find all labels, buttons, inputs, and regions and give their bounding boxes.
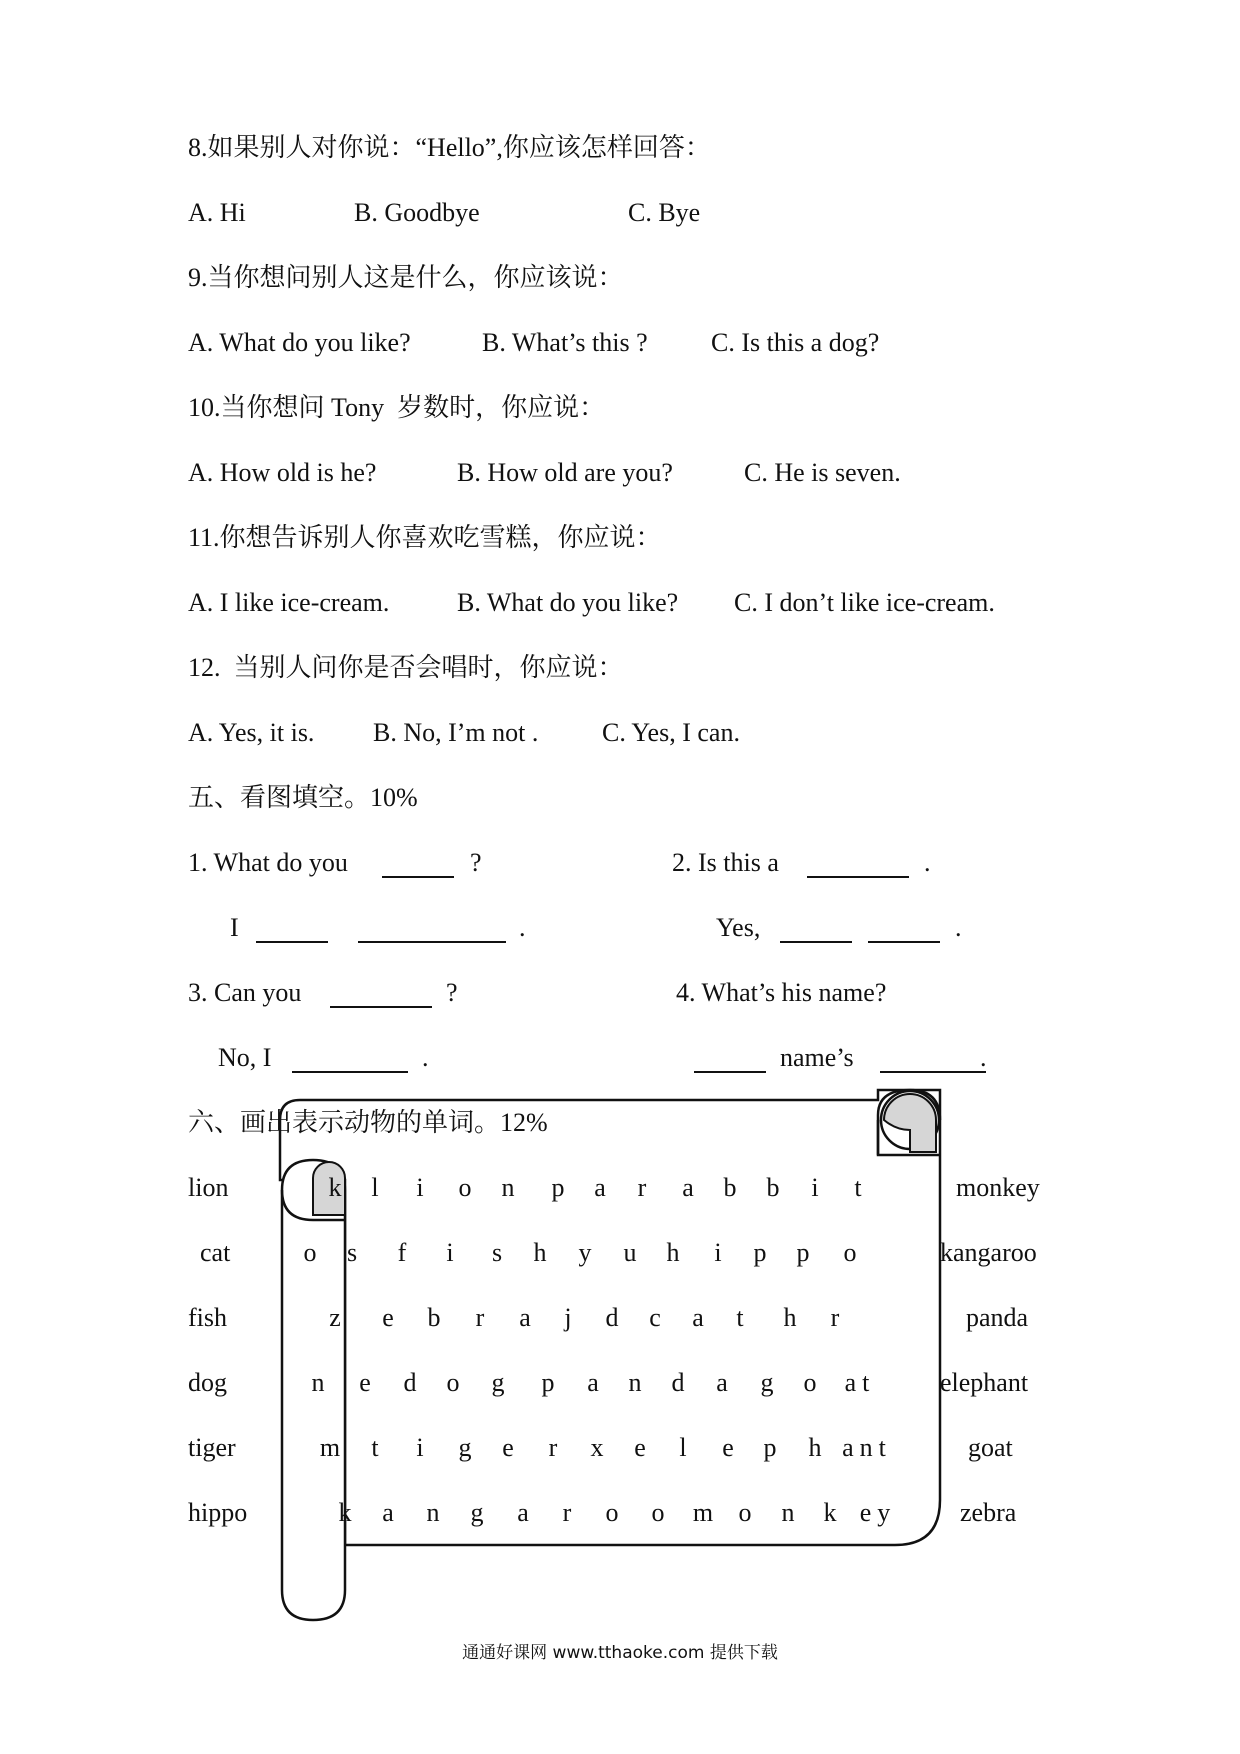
grid-letter[interactable]: g bbox=[491, 1368, 505, 1397]
option-b: B. Goodbye bbox=[354, 198, 480, 227]
question-stem: 10.当你想问 Tony 岁数时，你应说： bbox=[188, 393, 606, 422]
question-stem: 11.你想告诉别人你喜欢吃雪糕，你应说： bbox=[188, 523, 662, 552]
grid-letter[interactable]: n bbox=[628, 1368, 642, 1397]
q2-answer-start: Yes, bbox=[716, 913, 761, 942]
grid-letter[interactable]: n bbox=[311, 1368, 325, 1397]
option-b: B. What do you like? bbox=[457, 588, 679, 617]
grid-letter[interactable]: j bbox=[564, 1303, 572, 1332]
grid-letter[interactable]: p bbox=[763, 1433, 777, 1462]
grid-letter[interactable]: r bbox=[637, 1173, 647, 1202]
grid-letter[interactable]: m bbox=[319, 1433, 341, 1462]
question-stem: 8.如果别人对你说：“Hello”,你应该怎样回答： bbox=[188, 133, 711, 162]
grid-letter[interactable]: o bbox=[843, 1238, 857, 1267]
option-a: A. How old is he? bbox=[188, 458, 377, 487]
grid-letter[interactable]: k bbox=[338, 1498, 352, 1527]
grid-letter[interactable]: at bbox=[844, 1368, 876, 1397]
section-title: 六、画出表示动物的单词。12% bbox=[188, 1108, 548, 1137]
question-stem: 9.当你想问别人这是什么，你应该说： bbox=[188, 263, 624, 292]
grid-letter[interactable]: z bbox=[329, 1303, 341, 1332]
grid-letter[interactable]: h bbox=[666, 1238, 680, 1267]
grid-letter[interactable]: k bbox=[328, 1173, 342, 1202]
grid-letter[interactable]: o bbox=[803, 1368, 817, 1397]
q2-period: . bbox=[924, 848, 931, 877]
grid-letter[interactable]: r bbox=[830, 1303, 840, 1332]
grid-letter[interactable]: x bbox=[590, 1433, 604, 1462]
grid-letter[interactable]: p bbox=[796, 1238, 810, 1267]
grid-letter[interactable]: p bbox=[551, 1173, 565, 1202]
animal-word-left: lion bbox=[188, 1173, 229, 1202]
animal-word-left: fish bbox=[188, 1303, 227, 1332]
grid-letter[interactable]: h bbox=[783, 1303, 797, 1332]
grid-letter[interactable]: a bbox=[517, 1498, 529, 1527]
animal-word-left: hippo bbox=[188, 1498, 248, 1527]
grid-letter[interactable]: i bbox=[416, 1433, 424, 1462]
grid-letter[interactable]: r bbox=[475, 1303, 485, 1332]
grid-letter[interactable]: l bbox=[371, 1173, 379, 1202]
grid-letter[interactable]: b bbox=[723, 1173, 737, 1202]
section-title: 五、看图填空。10% bbox=[188, 783, 418, 812]
grid-letter[interactable]: e bbox=[502, 1433, 514, 1462]
animal-word-left: tiger bbox=[188, 1433, 236, 1462]
animal-word-right: goat bbox=[968, 1433, 1013, 1462]
grid-letter[interactable]: h bbox=[533, 1238, 547, 1267]
grid-letter[interactable]: t bbox=[736, 1303, 744, 1332]
option-b: B. What’s this ? bbox=[482, 328, 648, 357]
q4-period: . bbox=[980, 1043, 987, 1072]
grid-letter[interactable]: m bbox=[692, 1498, 714, 1527]
grid-letter[interactable]: e bbox=[382, 1303, 394, 1332]
q1-answer-start: I bbox=[230, 913, 239, 942]
grid-letter[interactable]: e bbox=[359, 1368, 371, 1397]
grid-letter[interactable]: o bbox=[738, 1498, 752, 1527]
animal-word-right: kangaroo bbox=[940, 1238, 1037, 1267]
grid-letter[interactable]: a bbox=[382, 1498, 394, 1527]
grid-letter[interactable]: ant bbox=[842, 1433, 892, 1462]
grid-letter[interactable]: ey bbox=[859, 1498, 897, 1527]
grid-letter[interactable]: t bbox=[854, 1173, 862, 1202]
grid-letter[interactable]: n bbox=[781, 1498, 795, 1527]
option-c: C. I don’t like ice-cream. bbox=[734, 588, 995, 617]
grid-letter[interactable]: a bbox=[587, 1368, 599, 1397]
option-a: A. I like ice-cream. bbox=[188, 588, 390, 617]
grid-letter[interactable]: s bbox=[346, 1238, 358, 1267]
grid-letter[interactable]: t bbox=[371, 1433, 379, 1462]
footer-credit: 通通好课网 www.tthaoke.com 提供下载 bbox=[462, 1643, 778, 1663]
grid-letter[interactable]: f bbox=[397, 1238, 407, 1267]
q3-answer-start: No, I bbox=[218, 1043, 272, 1072]
grid-letter[interactable]: e bbox=[722, 1433, 734, 1462]
option-c: C. He is seven. bbox=[744, 458, 901, 487]
option-a: A. Yes, it is. bbox=[188, 718, 315, 747]
q1-qmark: ? bbox=[470, 848, 482, 877]
grid-letter[interactable]: b bbox=[427, 1303, 441, 1332]
option-a: A. Hi bbox=[188, 198, 246, 227]
option-b: B. No, I’m not . bbox=[373, 718, 539, 747]
grid-letter[interactable]: o bbox=[458, 1173, 472, 1202]
grid-letter[interactable]: u bbox=[623, 1238, 637, 1267]
q3-prompt: 3. Can you bbox=[188, 978, 302, 1007]
grid-letter[interactable]: o bbox=[605, 1498, 619, 1527]
grid-letter[interactable]: b bbox=[766, 1173, 780, 1202]
grid-letter[interactable]: a bbox=[519, 1303, 531, 1332]
q4-prompt: 4. What’s his name? bbox=[676, 978, 887, 1007]
grid-letter[interactable]: p bbox=[753, 1238, 767, 1267]
grid-letter[interactable]: a bbox=[682, 1173, 694, 1202]
option-c: C. Bye bbox=[628, 198, 701, 227]
grid-letter[interactable]: i bbox=[811, 1173, 819, 1202]
q3-period: . bbox=[422, 1043, 429, 1072]
grid-letter[interactable]: p bbox=[541, 1368, 555, 1397]
q2-prompt: 2. Is this a bbox=[672, 848, 779, 877]
grid-letter[interactable]: a bbox=[692, 1303, 704, 1332]
animal-word-left: dog bbox=[188, 1368, 227, 1397]
question-stem: 12. 当别人问你是否会唱时，你应说： bbox=[188, 653, 624, 682]
animal-word-right: panda bbox=[966, 1303, 1029, 1332]
animal-word-right: zebra bbox=[960, 1498, 1017, 1527]
grid-letter[interactable]: d bbox=[605, 1303, 619, 1332]
q3-qmark: ? bbox=[446, 978, 458, 1007]
grid-letter[interactable]: n bbox=[501, 1173, 515, 1202]
grid-letter[interactable]: l bbox=[679, 1433, 687, 1462]
grid-letter[interactable]: d bbox=[403, 1368, 417, 1397]
animal-word-right: elephant bbox=[940, 1368, 1029, 1397]
grid-letter[interactable]: n bbox=[426, 1498, 440, 1527]
grid-letter[interactable]: o bbox=[303, 1238, 317, 1267]
grid-letter[interactable]: i bbox=[416, 1173, 424, 1202]
grid-letter[interactable]: s bbox=[491, 1238, 503, 1267]
grid-letter[interactable]: d bbox=[671, 1368, 685, 1397]
grid-letter[interactable]: k bbox=[823, 1498, 837, 1527]
option-c: C. Is this a dog? bbox=[711, 328, 880, 357]
grid-letter[interactable]: r bbox=[548, 1433, 558, 1462]
grid-letter[interactable]: o bbox=[651, 1498, 665, 1527]
grid-letter[interactable]: a bbox=[594, 1173, 606, 1202]
option-c: C. Yes, I can. bbox=[602, 718, 740, 747]
grid-letter[interactable]: i bbox=[714, 1238, 722, 1267]
grid-letter[interactable]: y bbox=[578, 1238, 592, 1267]
q2-answer-period: . bbox=[955, 913, 962, 942]
option-a: A. What do you like? bbox=[188, 328, 411, 357]
grid-letter[interactable]: g bbox=[470, 1498, 484, 1527]
q1-period: . bbox=[519, 913, 526, 942]
q1-prompt: 1. What do you bbox=[188, 848, 348, 877]
grid-letter[interactable]: g bbox=[458, 1433, 472, 1462]
grid-letter[interactable]: i bbox=[446, 1238, 454, 1267]
q4-answer-mid: name’s bbox=[780, 1043, 854, 1072]
grid-letter[interactable]: c bbox=[649, 1303, 661, 1332]
option-b: B. How old are you? bbox=[457, 458, 673, 487]
grid-letter[interactable]: o bbox=[446, 1368, 460, 1397]
grid-letter[interactable]: h bbox=[808, 1433, 822, 1462]
grid-letter[interactable]: g bbox=[760, 1368, 774, 1397]
animal-word-right: monkey bbox=[956, 1173, 1040, 1202]
grid-letter[interactable]: r bbox=[562, 1498, 572, 1527]
grid-letter[interactable]: e bbox=[634, 1433, 646, 1462]
grid-letter[interactable]: a bbox=[716, 1368, 728, 1397]
animal-word-left: cat bbox=[200, 1238, 231, 1267]
